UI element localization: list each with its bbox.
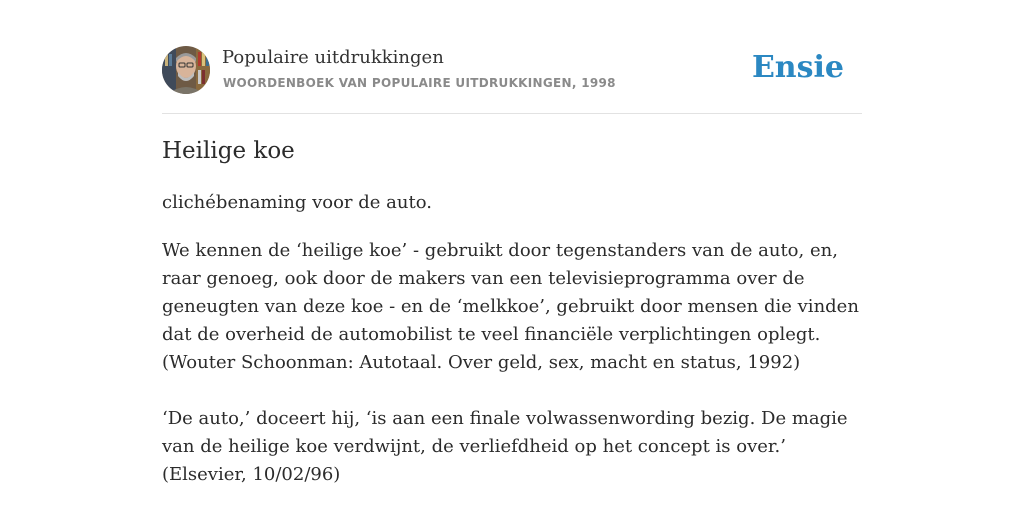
source-title[interactable]: Populaire uitdrukkingen [222, 47, 444, 68]
author-avatar[interactable] [162, 46, 210, 94]
source-header [162, 46, 862, 98]
entry-quote: We kennen de ‘heilige koe’ - gebruikt door tegenstanders van de auto, en, raar genoeg, ook door de makers van een televisieprogramma over de geneugten van deze koe - en de ‘melkkoe’, gebruikt door mensen die vinden dat de overheid de automobilist te veel financiële verplichtingen oplegt. (Wouter Schoonman: Autotaal. Over geld, sex, macht en status, 1992) [162, 240, 859, 373]
header-divider [162, 113, 862, 114]
author-photo [162, 46, 210, 94]
entry-quote: ‘De auto,’ doceert hij, ‘is aan een finale volwassenwording bezig. De magie van de heilige koe verdwijnt, de verliefdheid op het concept is over.’ (Elsevier, 10/02/96) [162, 408, 848, 485]
entry-headword: Heilige koe [162, 138, 295, 164]
source-subtitle: WOORDENBOEK VAN POPULAIRE UITDRUKKINGEN, 1998 [223, 76, 616, 90]
entry-card [162, 46, 862, 485]
entry-definition: clichébenaming voor de auto. [162, 192, 432, 213]
ensie-logo[interactable]: Ensie [751, 50, 844, 85]
